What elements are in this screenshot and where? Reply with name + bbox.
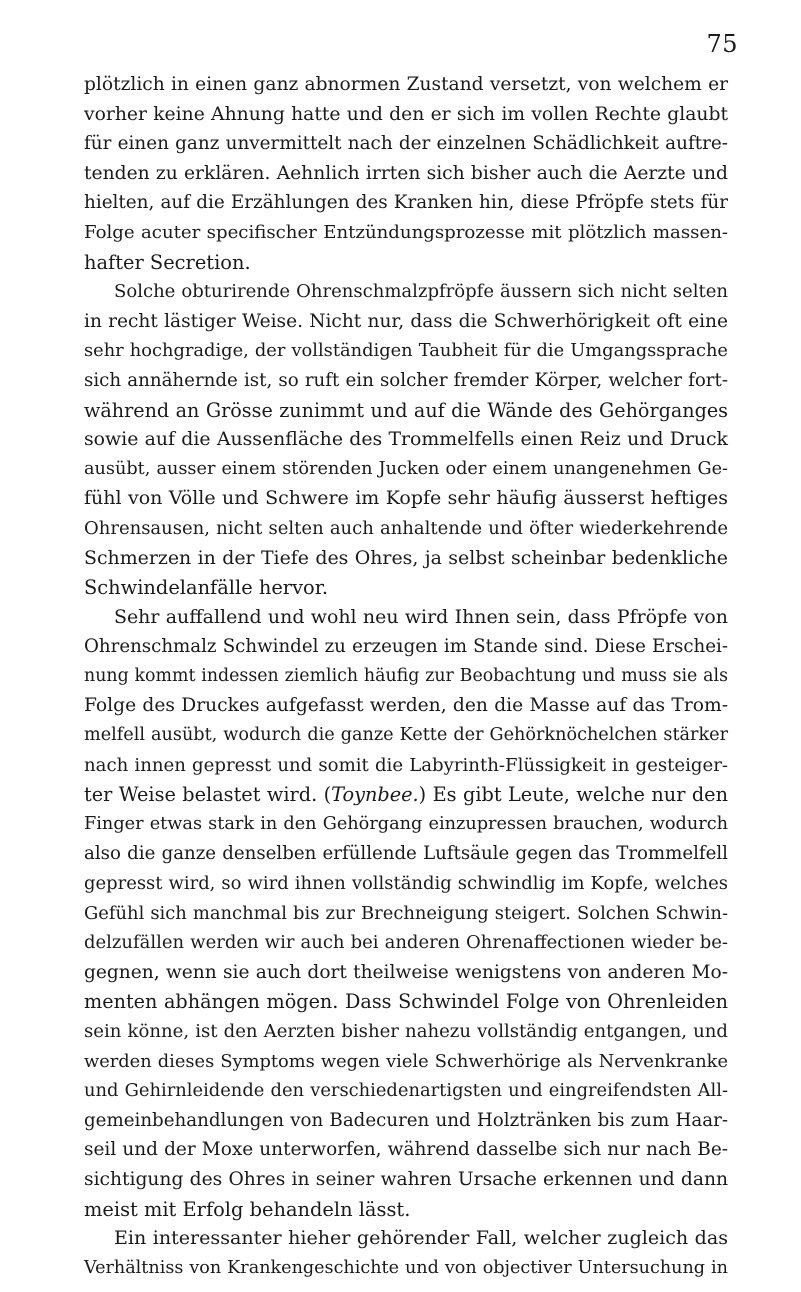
text-line: plötzlich in einen ganz abnormen Zustand versetzt, von welchem er: [84, 74, 728, 95]
text-line: sehr hochgradige, der vollständigen Taubheit für die Umgangssprache: [84, 340, 728, 362]
text-line: nung kommt indessen ziemlich häufig zur Beobachtung und muss sie als: [84, 665, 728, 686]
text-line: hielten, auf die Erzählungen des Kranken hin, diese Pfröpfe stets für: [84, 192, 728, 214]
text-line: sein könne, ist den Aerzten bisher nahezu vollständig entgangen, und: [84, 1021, 728, 1042]
text-line: vorher keine Ahnung hatte und den er sich im vollen Rechte glaubt: [84, 103, 728, 125]
text-line: während an Grösse zunimmt und auf die Wände des Gehörganges: [84, 398, 728, 422]
text-line: für einen ganz unvermittelt nach der einzelnen Schädlichkeit auftre-: [84, 133, 728, 155]
text-line: sich annähernde ist, so ruft ein solcher fremder Körper, welcher fort-: [84, 369, 728, 391]
text-line: Gefühl sich manchmal bis zur Brechneigung steigert. Solchen Schwin-: [84, 902, 728, 924]
text-line: ter Weise belastet wird. (Toynbee.) Es gibt Leute, welche nur den: [84, 783, 728, 807]
text-line: fühl von Völle und Schwere im Kopfe sehr häufig äusserst heftiges: [84, 487, 728, 510]
text-line: gepresst wird, so wird ihnen vollständig schwindlig im Kopfe, welches: [84, 873, 728, 895]
text-line: melfell ausübt, wodurch die ganze Kette der Gehörknöchelchen stärker: [84, 725, 728, 746]
text-line: menten abhängen mögen. Dass Schwindel Folge von Ohrenleiden: [84, 990, 728, 1014]
text-line: sowie auf die Aussenfläche des Trommelfells einen Reiz und Druck: [84, 428, 728, 451]
text-line: sichtigung des Ohres in seiner wahren Ursache erkennen und dann: [84, 1168, 728, 1190]
text-line: werden dieses Symptoms wegen viele Schwerhörige als Nervenkranke: [84, 1050, 728, 1072]
text-line: Ohrensausen, nicht selten auch anhaltende und öfter wiederkehrende: [84, 517, 728, 539]
body-text: [84, 70, 728, 1283]
text-line: gegnen, wenn sie auch dort theilweise wenigstens von anderen Mo-: [84, 961, 728, 983]
page-number: 75: [706, 30, 738, 58]
text-line: seil und der Moxe unterworfen, während dasselbe sich nur nach Be-: [84, 1139, 728, 1161]
text-line: also die ganze denselben erfüllende Luftsäule gegen das Trommelfell: [84, 843, 728, 865]
text-line: Finger etwas stark in den Gehörgang einzupressen brauchen, wodurch: [84, 813, 728, 834]
text-line: Schwindelanfälle hervor.: [84, 576, 329, 600]
text-line: hafter Secretion.: [84, 250, 251, 274]
text-line: Folge des Druckes aufgefasst werden, den die Masse auf das Trom-: [84, 695, 728, 717]
text-line: meist mit Erfolg behandeln lässt.: [84, 1197, 411, 1221]
text-line: Folge acuter specifischer Entzündungsprozesse mit plötzlich massen-: [84, 221, 728, 243]
text-line: und Gehirnleidende den verschiedenartigsten und eingreifendsten All-: [84, 1080, 728, 1102]
text-line: Solche obturirende Ohrenschmalzpfröpfe äussern sich nicht selten: [114, 281, 728, 303]
citation-name: Toynbee.: [331, 783, 419, 807]
text-line: Ohrenschmalz Schwindel zu erzeugen im Stande sind. Diese Erschei-: [84, 636, 728, 658]
text-line: ausübt, ausser einem störenden Jucken oder einem unangenehmen Ge-: [84, 458, 728, 479]
text-line: Verhältniss von Krankengeschichte und von objectiver Untersuchung in: [84, 1257, 728, 1278]
text-line: Sehr auffallend und wohl neu wird Ihnen sein, dass Pfröpfe von: [114, 605, 728, 628]
text-line: in recht lästiger Weise. Nicht nur, dass die Schwerhörigkeit oft eine: [84, 310, 728, 332]
text-line: nach innen gepresst und somit die Labyrinth-Flüssigkeit in gesteiger-: [84, 754, 728, 776]
text-line: Ein interessanter hieher gehörender Fall, welcher zugleich das: [114, 1227, 728, 1250]
text-line: Schmerzen in der Tiefe des Ohres, ja selbst scheinbar bedenkliche: [84, 546, 728, 569]
text-line: tenden zu erklären. Aehnlich irrten sich bisher auch die Aerzte und: [84, 162, 728, 184]
text-line: delzufällen werden wir auch bei anderen Ohrenaffectionen wieder be-: [84, 932, 728, 954]
text-line: gemeinbehandlungen von Badecuren und Holztränken bis zum Haar-: [84, 1109, 728, 1131]
